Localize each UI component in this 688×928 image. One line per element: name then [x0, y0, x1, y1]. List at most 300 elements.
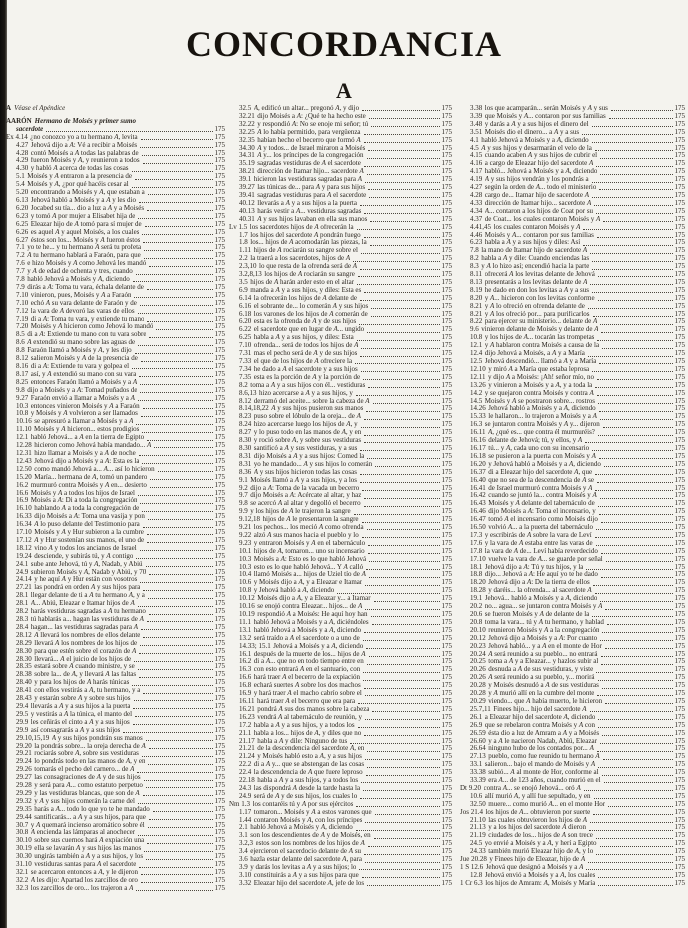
verse-reference: 3.5	[239, 277, 248, 286]
page-number: 175	[441, 878, 452, 887]
verse-reference: 7.8	[470, 246, 479, 255]
page-number: 175	[441, 167, 452, 176]
dot-leader	[595, 473, 672, 475]
entry-text: y a los hijos del sacerdote A dieron	[488, 824, 587, 832]
verse-reference: 24.9	[239, 791, 252, 800]
page-number: 175	[214, 694, 225, 703]
column-layout	[6, 105, 686, 893]
entry-text: A y sus hijos vendrán y los pondrás a	[484, 176, 589, 184]
verse-reference: 4.27	[470, 183, 483, 192]
verse-reference: 8.16	[16, 362, 29, 370]
entry-line	[6, 260, 225, 268]
entry-text: los... hijos de A acomodarán las piezas, la	[250, 239, 367, 247]
page-number: 175	[674, 752, 685, 761]
dot-leader	[144, 779, 213, 781]
dot-leader	[604, 781, 673, 783]
entry-text: y vinieron a Moisés y a A, y a toda la	[488, 381, 593, 389]
entry-line	[460, 398, 685, 406]
entry-line	[229, 271, 452, 279]
entry-text: y Jehová habló a A, diciendo	[253, 587, 335, 595]
dot-leader	[158, 470, 213, 472]
page-number: 175	[674, 270, 685, 279]
dot-leader	[144, 249, 212, 251]
page-number: 175	[214, 267, 225, 276]
entry-line	[229, 556, 452, 564]
dot-leader	[589, 829, 672, 831]
page-number: 175	[214, 646, 225, 655]
page-number: 175	[214, 543, 225, 552]
dot-leader	[598, 275, 673, 277]
dot-leader	[603, 426, 673, 428]
entry-text: santificarás... a A y a sus hijos, para que	[34, 813, 146, 821]
dot-leader	[134, 699, 213, 701]
page-number: 175	[441, 570, 452, 579]
dot-leader	[362, 876, 440, 878]
dot-leader	[598, 718, 672, 720]
verse-reference: 16.47	[470, 515, 486, 524]
dot-leader	[147, 439, 212, 441]
verse-reference: 1.8	[239, 238, 248, 247]
entry-line	[460, 413, 685, 421]
entry-text: y lo puso todo en las manos de A, y en	[253, 429, 362, 437]
entry-text: Moisés llamó a A y a sus hijos, y a los	[250, 476, 358, 484]
page-number: 175	[441, 791, 452, 800]
dot-leader	[148, 193, 213, 195]
entry-text: y las vestiduras blancas, que son de A	[34, 789, 140, 797]
entry-text: habla a A y a sus hijos, y a todos los	[257, 777, 359, 785]
verse-reference: 10.6	[470, 791, 483, 800]
verse-reference: 6.16	[239, 301, 252, 310]
entry-text: contaron Moisés y A, con los príncipes	[253, 816, 363, 824]
entry-text: que Moisés y A... contaron por sus familias	[484, 112, 606, 120]
entry-text: los hijos del sacerdote A pondrán fuego	[250, 231, 361, 239]
page-number: 175	[441, 760, 452, 769]
entry-line	[229, 405, 452, 413]
page-number: 175	[441, 720, 452, 729]
page-number: 175	[441, 507, 452, 516]
verse-reference: 29.29	[16, 788, 32, 797]
entry-line	[460, 571, 685, 579]
cross-reference-text: Véase el Apéndice	[14, 105, 66, 112]
page-number: 175	[214, 393, 225, 402]
page-number: 175	[674, 451, 685, 460]
dot-leader	[138, 312, 213, 314]
page-number: 175	[441, 119, 452, 128]
entry-text: A y sus hijos pusieron sus manos	[271, 405, 364, 413]
page-number: 175	[441, 270, 452, 279]
dot-leader	[136, 557, 212, 559]
entry-line	[460, 832, 685, 840]
entry-text: pondrá A sus dos manos sobre la cabeza	[257, 705, 370, 713]
dot-leader	[359, 323, 439, 325]
page-number: 175	[214, 148, 225, 157]
page-number: 175	[214, 488, 225, 497]
entry-line	[229, 769, 452, 777]
entry-line	[460, 160, 685, 168]
entry-text: habla a los... hijos de A, y diles que no	[253, 729, 362, 737]
verse-reference: 16.3	[470, 420, 483, 429]
verse-reference: 32.3	[16, 883, 29, 892]
entry-text: A, ¿qué es... que contra él murmuréis?	[488, 429, 595, 437]
verse-reference: 6.22	[239, 325, 252, 334]
entry-line	[229, 492, 452, 500]
entry-line	[6, 197, 225, 205]
entry-line	[460, 801, 685, 809]
dot-leader	[592, 291, 673, 293]
entry-line	[6, 410, 225, 418]
dot-leader	[146, 739, 213, 741]
page-number: 175	[674, 183, 685, 192]
verse-reference: 7.8	[16, 275, 25, 284]
entry-line	[6, 837, 225, 845]
entry-text: Jehová dijo a A: Tú y tus hijos, y la	[484, 563, 584, 571]
page-number: 175	[214, 551, 225, 560]
verse-reference: 28.3	[16, 615, 29, 623]
page-number: 175	[441, 673, 452, 682]
page-number: 175	[674, 443, 685, 452]
dot-leader	[141, 138, 213, 140]
entry-line	[6, 521, 225, 529]
page-number: 175	[674, 428, 685, 437]
entry-text: hijos de A harán arder esto en el altar	[250, 278, 355, 286]
dot-leader	[598, 679, 673, 681]
verse-reference: 20.10	[470, 625, 486, 634]
dot-leader	[594, 204, 672, 206]
verse-reference: 20.6	[470, 610, 483, 618]
entry-line	[460, 137, 685, 145]
entry-text: A lo puso delante del Testimonio para	[34, 521, 140, 529]
dot-leader	[364, 141, 440, 143]
dot-leader	[147, 209, 212, 211]
dot-leader	[141, 873, 212, 875]
dot-leader	[354, 513, 440, 515]
page-number: 175	[674, 570, 685, 579]
page-number: 175	[214, 638, 225, 647]
entry-text: delante de Jehová; tú, y ellos, y A	[488, 437, 583, 445]
page-number: 175	[674, 720, 685, 729]
verse-reference: 11.10	[16, 425, 32, 434]
verse-reference: 3.38	[470, 104, 483, 112]
entry-line	[229, 334, 452, 342]
page-number: 175	[674, 222, 685, 231]
entry-text: A será reunido a su pueblo, y... morirá	[488, 674, 595, 682]
entry-text: y los hijos de A... tocarán las trompetas	[484, 334, 595, 342]
entry-text: Jehová envió a Moisés y a A, los cuales	[484, 871, 596, 879]
page-number: 175	[214, 377, 225, 386]
verse-reference: 34.31	[239, 151, 255, 160]
entry-text: los pechos... los meció A como ofrenda	[253, 524, 364, 532]
entry-text: allí murió A, y allí fue sepultado, y en	[484, 792, 591, 800]
page-number: 175	[674, 317, 685, 326]
entry-line	[460, 848, 685, 856]
dot-leader	[364, 497, 439, 499]
entry-line	[6, 244, 225, 252]
dot-leader	[596, 853, 672, 855]
entry-text: dijo Moisés a A: ¿Qué te ha hecho este	[257, 112, 366, 120]
page-number: 175	[674, 515, 685, 524]
dot-leader	[365, 584, 439, 586]
verse-reference: 9.7	[239, 491, 248, 500]
dot-leader	[590, 252, 672, 254]
entry-line	[6, 877, 225, 885]
entry-line	[6, 276, 225, 284]
page-number: 175	[674, 262, 685, 271]
dot-leader	[372, 623, 440, 625]
entry-line	[229, 500, 452, 508]
page-number: 175	[214, 322, 225, 331]
dot-leader	[374, 837, 440, 839]
page-number: 175	[674, 523, 685, 532]
page-number: 175	[674, 254, 685, 263]
verse-reference: 12.8	[470, 870, 483, 879]
dot-leader	[597, 694, 672, 696]
page-number: 175	[214, 195, 225, 204]
dot-leader	[595, 489, 672, 491]
dot-leader	[598, 299, 673, 301]
entry-line	[460, 714, 685, 722]
page-number: 175	[214, 733, 225, 742]
entry-text: salieron... bajo el mando de Moisés y A	[484, 761, 596, 769]
entry-line	[460, 658, 685, 666]
entry-text: de Coat... los cuales contaron Moisés y A	[484, 215, 601, 223]
dot-leader	[367, 457, 439, 459]
verse-reference: 8.12	[239, 396, 252, 405]
dot-leader	[367, 663, 440, 665]
verse-reference: 27.21	[16, 583, 32, 592]
verse-reference: 5.20	[16, 188, 29, 197]
verse-reference: Jos 21.4	[460, 807, 483, 816]
entry-text: los contaréis tú y A por sus ejércitos	[252, 800, 354, 808]
dot-leader	[364, 441, 439, 443]
entry-line	[460, 129, 685, 137]
entry-text: volvió A... a la puerta del tabernáculo	[488, 524, 594, 532]
page-number: 175	[441, 301, 452, 310]
page-number: 175	[214, 496, 225, 505]
page-number: 175	[441, 372, 452, 381]
page-number: 175	[674, 799, 685, 808]
page-number: 175	[214, 362, 225, 370]
entry-line	[229, 761, 452, 769]
verse-reference: 32.50	[470, 799, 486, 808]
entry-text: habían hecho el becerro que formó A	[257, 136, 361, 144]
entry-line	[229, 611, 452, 619]
dot-leader	[605, 647, 673, 649]
entry-text: y la vara de A estaba entre las varas de	[484, 539, 593, 547]
entry-line	[460, 176, 685, 184]
page-number: 175	[674, 420, 685, 429]
verse-reference: 28.12	[16, 630, 32, 639]
verse-reference: 28.4	[16, 622, 29, 631]
page-title: CONCORDANCIA	[186, 24, 502, 64]
dot-leader	[368, 149, 439, 151]
entry-line	[460, 374, 685, 382]
entry-text: A llevará los nombres de ellos delante	[34, 631, 141, 639]
entry-text: la vara de A de... Leví había reverdecido	[484, 547, 598, 555]
verse-reference: 8.6,13	[239, 388, 257, 397]
entry-line	[460, 524, 685, 532]
verse-reference: 22.2	[239, 760, 252, 769]
entry-line	[6, 173, 225, 181]
entry-line	[229, 690, 452, 698]
page-number: 175	[214, 701, 225, 710]
dot-leader	[146, 786, 213, 788]
verse-reference: 16.8	[239, 681, 252, 690]
entry-line	[460, 342, 685, 350]
verse-reference: 16.6	[16, 488, 29, 497]
entry-line	[229, 445, 452, 453]
entry-line	[229, 651, 452, 659]
verse-reference: 20.28	[470, 681, 486, 690]
verse-reference: 28.43	[16, 694, 32, 703]
verse-reference: 16.10	[16, 504, 32, 513]
entry-line	[229, 619, 452, 627]
entry-line	[460, 540, 685, 548]
entry-text: Moisés y A... contaron por sus familias	[484, 231, 594, 239]
dot-leader	[360, 299, 440, 301]
page-number: 175	[441, 554, 452, 563]
verse-reference: 8.31	[239, 451, 252, 460]
verse-reference: 16.20	[470, 459, 486, 468]
dot-leader	[138, 494, 213, 496]
page-number: 175	[214, 417, 225, 426]
entry-line	[460, 318, 685, 326]
dot-leader	[597, 750, 673, 752]
verse-reference: 26.59	[470, 728, 486, 737]
entry-text: es aquel A y aquel Moisés, a los cuales	[30, 228, 140, 236]
entry-text: los que acamparán... serán Moisés y A y sus	[484, 105, 608, 112]
page-number: 175	[214, 290, 225, 299]
verse-reference: 8.5	[16, 330, 25, 339]
entry-text: y tomó A por mujer a Elisabet hija de	[30, 212, 136, 220]
entry-text: los hijos de A rociarán su sangre	[264, 271, 355, 279]
entry-line	[6, 695, 225, 703]
page-number: 175	[441, 475, 452, 484]
dot-leader	[132, 186, 213, 188]
dot-leader	[590, 283, 672, 285]
verse-reference: 14.5	[470, 396, 483, 405]
dot-leader	[144, 257, 213, 259]
verse-reference: Jue 20.28	[460, 855, 487, 864]
entry-line	[229, 801, 452, 809]
entry-line	[6, 379, 225, 387]
page-number: 175	[441, 681, 452, 690]
dot-leader	[140, 502, 212, 504]
entry-line	[229, 785, 452, 793]
entry-line	[6, 814, 225, 822]
verse-reference: 22.4	[239, 768, 252, 777]
entry-text: dijo Jehová a Moisés, a A y a María	[484, 350, 585, 358]
dot-leader	[150, 478, 212, 480]
page-number: 175	[674, 206, 685, 215]
dot-leader	[143, 589, 212, 591]
verse-reference: 5.1	[16, 172, 25, 181]
verse-reference: 13.26	[470, 380, 486, 389]
entry-text: habla a A y dile: Cuando enciendas las	[481, 255, 590, 263]
page-number: 175	[214, 622, 225, 631]
dot-leader	[364, 133, 440, 135]
entry-text: los hijos de Amram: A, Moisés y María	[485, 879, 596, 887]
dot-leader	[369, 560, 439, 562]
entry-line	[460, 216, 685, 224]
page-number: 175	[214, 425, 225, 434]
page-number: 175	[214, 796, 225, 805]
dot-leader	[136, 273, 213, 275]
page-number: 175	[674, 325, 685, 334]
page-number: 175	[441, 262, 452, 271]
entry-line	[229, 263, 452, 271]
entry-line	[460, 730, 685, 738]
entry-text: y Moisés desnudó a A de sus vestiduras	[488, 682, 599, 690]
entry-line	[460, 856, 685, 864]
entry-text: yo envié a Moisés y a A, y herí a Egipto	[484, 840, 597, 848]
page-number: 175	[674, 665, 685, 674]
dot-leader	[363, 378, 439, 380]
verse-reference: 29.44	[16, 812, 32, 821]
entry-text: sagradas vestiduras para A el sacerdote	[257, 191, 367, 199]
entry-text: para que estén sobre el corazón de A	[34, 647, 137, 655]
entry-line	[229, 413, 452, 421]
verse-reference: 28.30	[16, 654, 32, 663]
verse-reference: 30.7	[16, 820, 29, 829]
page-number: 175	[441, 768, 452, 777]
dot-leader	[374, 600, 440, 602]
entry-line	[6, 482, 225, 490]
entry-text: he dado a A el sacerdote y a sus hijos	[253, 365, 358, 373]
entry-text: Jehová que designó a Moisés y a A	[485, 864, 584, 871]
verse-reference: 7.35	[239, 372, 252, 381]
dot-leader	[150, 486, 213, 488]
entry-text: respondió A a Moisés: He aquí hoy han	[257, 611, 368, 618]
verse-reference: 26.9	[470, 720, 483, 729]
verse-reference: 9.2	[239, 483, 248, 492]
page-number: 175	[674, 657, 685, 666]
entry-text: las dispondrá A desde la tarde hasta la	[253, 784, 361, 792]
page-number: 175	[214, 868, 225, 876]
verse-reference: 8.6	[16, 338, 25, 347]
dot-leader	[367, 884, 439, 886]
entry-line	[460, 627, 685, 635]
entry-line	[460, 643, 685, 651]
dot-leader	[137, 771, 212, 773]
entry-text: encontrando a Moisés y A, que estaban a	[30, 189, 145, 197]
dot-leader	[149, 747, 213, 749]
page-number: 175	[441, 285, 452, 294]
page-number: 175	[441, 491, 452, 500]
entry-line	[229, 105, 452, 113]
entry-text: llamó Moisés a... hijos de Uziel tío de A	[253, 571, 366, 579]
page-number: 175	[674, 301, 685, 310]
verse-reference: 28.40	[16, 678, 32, 687]
page-number: 175	[441, 151, 452, 160]
entry-text: y A los ofreció por... para purificarlos	[484, 310, 590, 318]
entry-text: los hijos de A... obtuvieron por suerte	[485, 808, 591, 816]
verse-reference: 4.37	[470, 214, 483, 223]
dot-leader	[142, 755, 213, 757]
dot-leader	[360, 481, 439, 483]
verse-reference: 14.2	[470, 388, 483, 397]
dot-leader	[358, 726, 440, 728]
entry-line	[229, 745, 452, 753]
entry-line	[229, 168, 452, 176]
page-number: 175	[674, 855, 685, 864]
entry-line	[460, 232, 685, 240]
page-number: 175	[674, 364, 685, 373]
verse-reference: Lv 1.5	[229, 222, 248, 231]
dot-leader	[361, 370, 440, 372]
dot-leader	[46, 130, 212, 132]
entry-line	[6, 806, 225, 814]
verse-reference: 4.28	[16, 148, 29, 157]
